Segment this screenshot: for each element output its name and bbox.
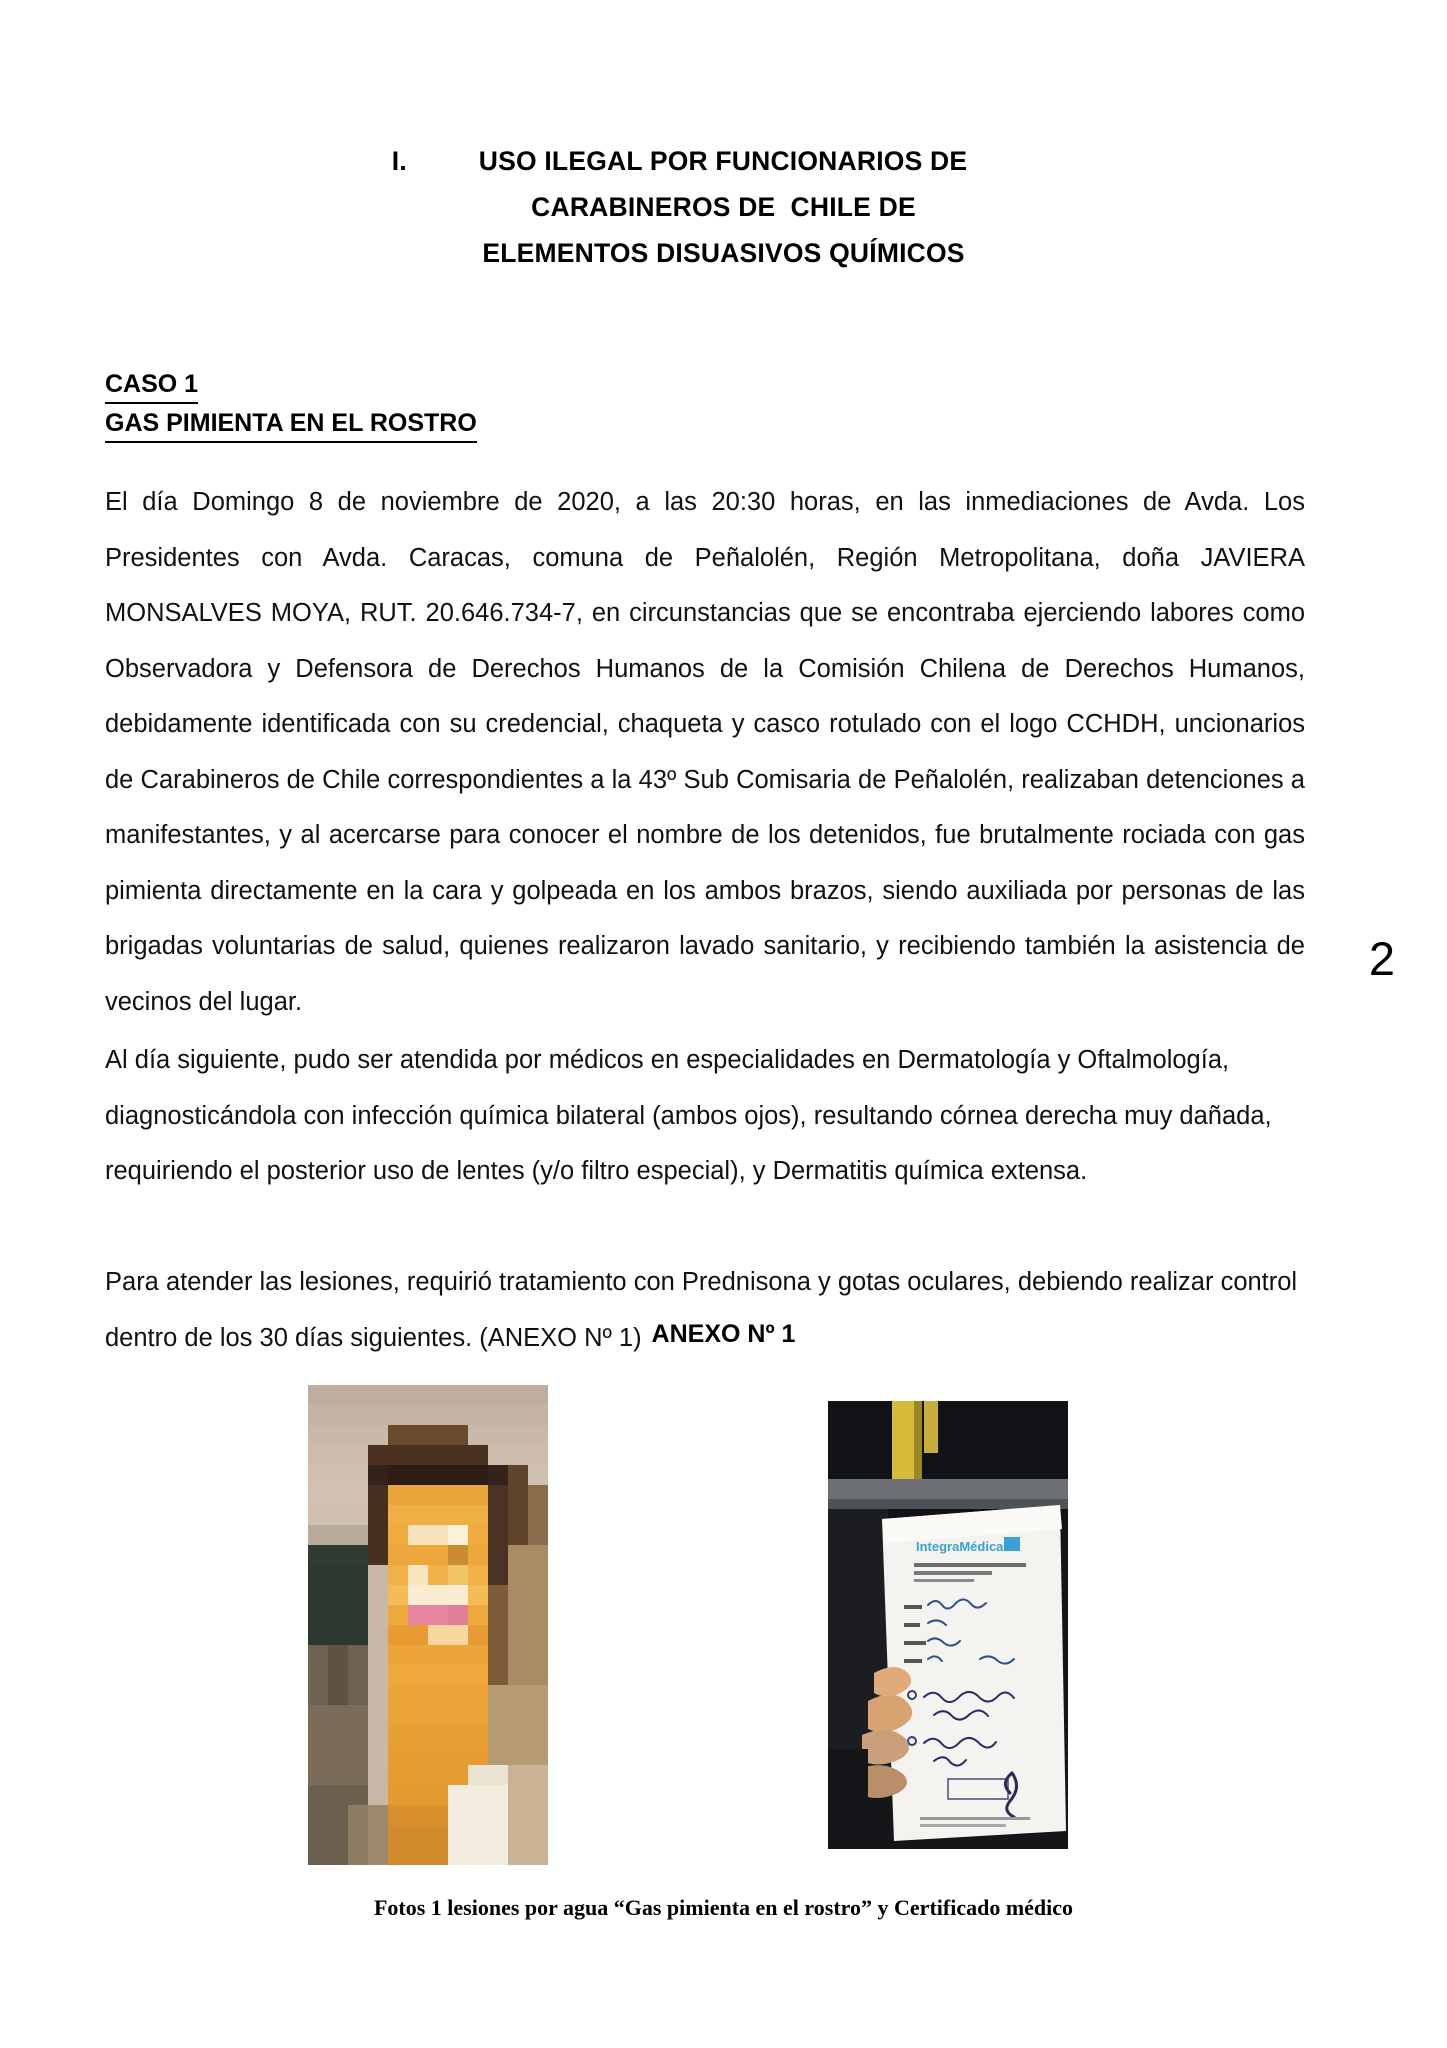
section-title-line-3: ELEMENTOS DISUASIVOS QUÍMICOS <box>482 238 965 268</box>
figure-row <box>0 1385 1447 1865</box>
section-title-line-1 <box>0 138 1447 184</box>
case-heading-line-1: CASO 1 <box>105 367 198 404</box>
figure-caption: Fotos 1 lesiones por agua “Gas pimienta en el rostro” y Certificado médico <box>373 1895 1074 1920</box>
paragraph-treatment: Para atender las lesiones, requirió tratamiento con Prednisona y gotas oculares, debiendo realizar control dentro de los 30 días siguientes. (ANEXO Nº 1) <box>105 1268 1298 1352</box>
medical-certificate-photo <box>828 1401 1068 1849</box>
annex-label: ANEXO Nº 1 <box>651 1320 796 1348</box>
pixelated-face-graphic <box>308 1385 548 1865</box>
page-number: 2 <box>1368 932 1395 985</box>
pixelated-face-photo <box>308 1385 548 1865</box>
paragraph-medical-diagnosis: Al día siguiente, pudo ser atendida por médicos en especialidades en Dermatología y Oftalmología, diagnosticándola con infección química bilateral (ambos ojos), resultando córnea derecha muy dañada, requiriendo el posterior uso de lentes (y/o filtro especial), y Dermatitis química extensa. <box>105 1046 1272 1185</box>
section-title-line-2: CARABINEROS DE CHILE DE <box>531 192 916 222</box>
section-title-text-1: USO ILEGAL POR FUNCIONARIOS DE <box>478 146 968 176</box>
letterhead-text: IntegraMédica <box>916 1539 1004 1554</box>
paragraph-incident-description: El día Domingo 8 de noviembre de 2020, a las 20:30 horas, en las inmediaciones de Avda. Los Presidentes con Avda. Caracas, comuna de Peñalolén, Región Metropolitana, doña JAVIERA MONSALVES MOYA, RUT. 20.646.734-7, en circunstancias que se encontraba ejerciendo labores como Observadora y Defensora de Derechos Humanos de la Comisión Chilena de Derechos Humanos, debidamente identificada con su credencial, chaqueta y casco rotulado con el logo CCHDH, uncionarios de Carabineros de Chile correspondientes a la 43º Sub Comisaria de Peñalolén, realizaban detenciones a manifestantes, y al acercarse para conocer el nombre de los detenidos, fue brutalmente rociada con gas pimienta directamente en la cara y golpeada en los ambos brazos, siendo auxiliada por personas de las brigadas voluntarias de salud, quienes realizaron lavado sanitario, y recibiendo también la asistencia de vecinos del lugar. <box>105 488 1305 1016</box>
section-title <box>0 138 1447 276</box>
case-heading <box>105 367 477 443</box>
medical-certificate-graphic <box>828 1401 1068 1849</box>
case-heading-line-2: GAS PIMIENTA EN EL ROSTRO <box>105 406 477 443</box>
section-numeral: I. <box>391 146 407 176</box>
